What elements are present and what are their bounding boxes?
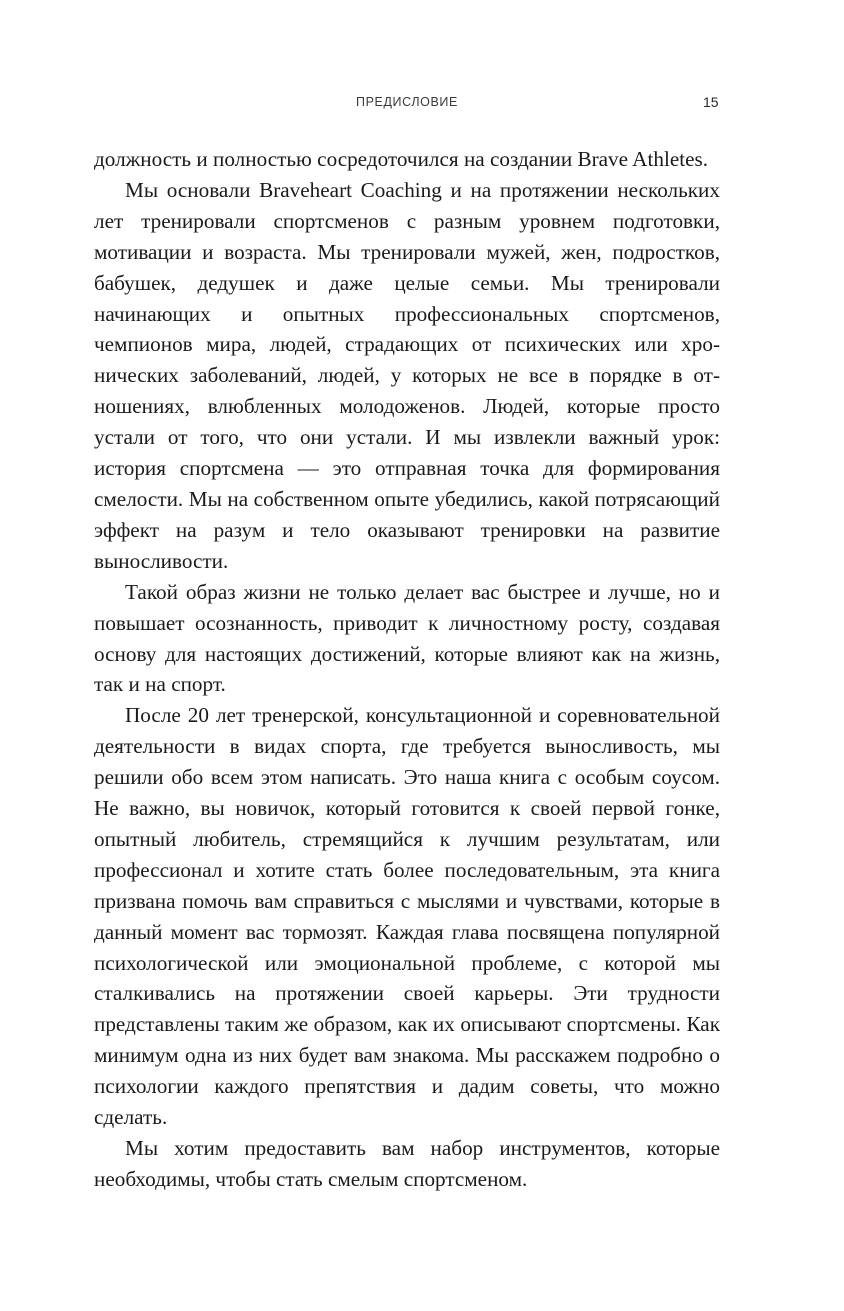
running-head <box>0 92 844 112</box>
paragraph: Такой образ жизни не только делает вас быстрее и лучше, но и повышает осознанность, приводит к личностному росту, создавая основу для настоящих достижений, которые влияют как на жизнь, так и на спорт. <box>94 579 720 697</box>
page-number: 15 <box>703 94 719 110</box>
paragraph: Мы хотим предоставить вам набор инструментов, которые необходимы, чтобы стать смелым спортсменом. <box>94 1136 720 1191</box>
running-title: ПРЕДИСЛОВИЕ <box>356 95 458 109</box>
paragraph-continuation: должность и полностью сосредоточился на создании Brave Athletes. <box>94 147 709 171</box>
paragraph: После 20 лет тренерской, консультационной и соревновательной деятельности в видах спорта, где требуется выносливость, мы решили обо всем этом написать. Это наша книга с особым соусом. Не важно, вы новичок, который готовится к своей первой гонке, опытный любитель, стремящийся к лучшим результатам, или профессионал и хотите стать более последовательным, эта книга призвана помочь вам справиться с мыслями и чувствами, которые в данный момент вас тормозят. Каждая глава посвящена популярной психологической или эмоциональной проблеме, с которой мы сталкивались на протяжении своей карьеры. Эти трудности представлены таким же образом, как их описывают спортсмены. Как минимум одна из них будет вам знакома. Мы расскажем подробно о психологии каждого препятствия и дадим советы, что можно сделать. <box>94 703 720 1130</box>
body-text <box>94 144 720 1195</box>
paragraph: Мы основали Braveheart Coaching и на протяжении нескольких лет тренировали спортсменов с разным уровнем подготовки, мотивации и возраста. Мы тренировали мужей, жен, подростков, бабушек, дедушек и даже целые семьи. Мы тренировали начинающих и опытных профессиональных спортсменов, чемпионов мира, людей, страдающих от психических или хронических заболеваний, людей, у которых не все в порядке в отношениях, влюбленных молодоженов. Людей, которые просто устали от того, что они устали. И мы извлекли важный урок: история спортсмена — это отправная точка для формирования смелости. Мы на собственном опыте убедились, какой потрясающий эффект на разум и тело оказывают тренировки на развитие выносливости. <box>94 177 720 573</box>
